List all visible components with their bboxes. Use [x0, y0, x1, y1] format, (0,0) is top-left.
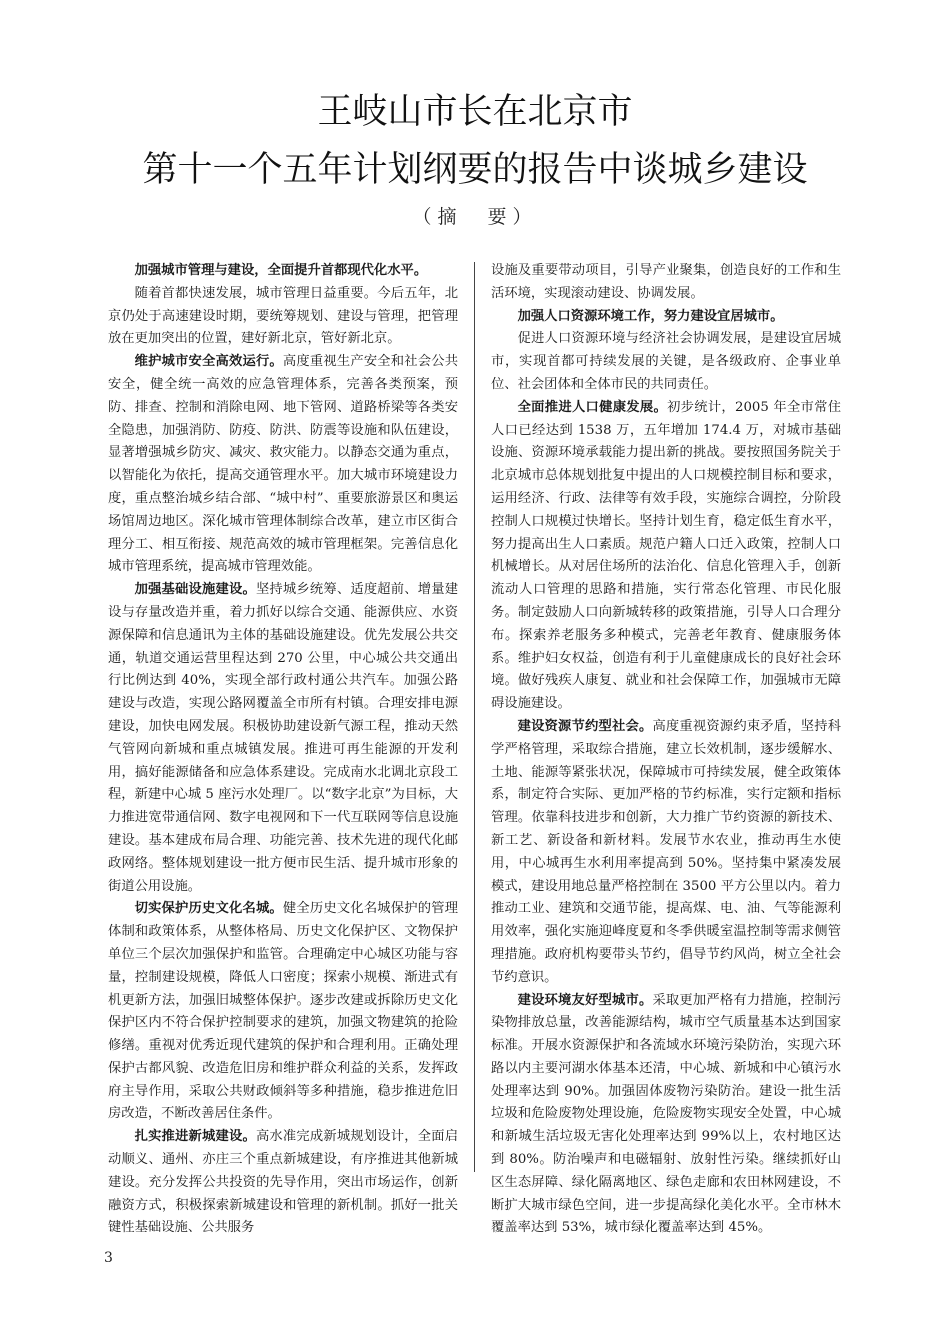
section-heading: 加强人口资源环境工作，努力建设宜居城市。 [517, 308, 784, 324]
paragraph-body: 坚持城乡统筹、适度超前、增量建设与存量改造并重，着力抓好以综合交通、能源供应、水资源保障和信息通讯为主体的基础设施建设。优先发展公共交通，轨道交通运营里程达到 270 公里，中心城公共交通出行比例达到 40%，实现全部行政村通公共汽车。加强公路建设与改造，实现公路网覆盖全市所有村镇。合理安排电源建设，加快电网发展。积极协助建设新气源工程，推动天然气管网向新城和重点城镇发展。推进可再生能源的开发利用，搞好能源储备和应急体系建设。完成南水北调北京段工程，新建中心城 5 座污水处理厂。以“数字北京”为目标，大力推进宽带通信网、数字电视网和下一代互联网等信息设施建设。基本建成布局合理、功能完善、技术先进的现代化邮政网络。整体规划建设一批方便市民生活、提升城市形象的街道公用设施。 [108, 582, 459, 894]
paragraph: 随着首都快速发展，城市管理日益重要。今后五年，北京仍处于高速建设时期，要统筹规划、建设与管理，把管理放在更加突出的位置，建好新北京，管好新北京。 [108, 285, 458, 347]
paragraph-lead: 建设环境友好型城市。 [517, 992, 653, 1008]
paragraph [491, 397, 841, 716]
paragraph-lead: 建设资源节约型社会。 [517, 718, 653, 734]
title-line-2: 第十一个五年计划纲要的报告中谈城乡建设 [142, 150, 808, 190]
paragraph-body: 采取更加严格有力措施，控制污染物排放总量，改善能源结构，城市空气质量基本达到国家标准。开展水资源保护和各流域水环境污染防治，实现六环路以内主要河湖水体基本还清，中心城、新城和中心镇污水处理率达到 90%。加强固体废物污染防治。建设一批生活垃圾和危险废物处理设施，危险废物实现安全处置，中心城和新城生活垃圾无害化处理率达到 99%以上，农村地区达到 80%。防治噪声和电磁辐射、放射性污染。继续抓好山区生态屏障、绿化隔离地区、绿色走廊和农田林网建设，不断扩大城市绿色空间，进一步提高绿化美化水平。全市林木覆盖率达到 53%，城市绿化覆盖率达到 45%。 [491, 992, 842, 1236]
paragraph-lead: 加强基础设施建设。 [134, 582, 256, 598]
paragraph-lead: 全面推进人口健康发展。 [517, 399, 668, 415]
right-column [491, 260, 841, 1240]
paragraph-lead: 切实保护历史文化名城。 [134, 901, 283, 917]
page-number: 3 [104, 1250, 113, 1266]
paragraph: 促进人口资源环境与经济社会协调发展，是建设宜居城市，实现首都可持续发展的关键，是各级政府、企事业单位、社会团体和全体市民的共同责任。 [491, 331, 841, 392]
paragraph [108, 1126, 458, 1240]
paragraph-continued: 设施及重要带动项目，引导产业聚集，创造良好的工作和生活环境，实现滚动建设、协调发展。 [491, 263, 841, 301]
paragraph-body: 高度重视资源约束矛盾，坚持科学严格管理，采取综合措施，建立长效机制，逐步缓解水、土地、能源等紧张状况，保障城市可持续发展，健全政策体系，制定符合实际、更加严格的节约标准，实行定额和指标管理。依靠科技进步和创新，大力推广节约资源的新技术、新工艺、新设备和新材料。发展节水农业，推动再生水使用，中心城再生水利用率提高到 50%。坚持集中紧凑发展模式，建设用地总量严格控制在 3500 平方公里以内。着力推动工业、建筑和交通节能，提高煤、电、油、气等能源利用效率，强化实施迎峰度夏和冬季供暖室温控制等需求侧管理措施。政府机构要带头节约，倡导节约风尚，树立全社会节约意识。 [491, 718, 842, 985]
paragraph [108, 898, 458, 1126]
paragraph [108, 579, 458, 898]
paragraph-lead: 扎实推进新城建设。 [134, 1129, 256, 1145]
paragraph-body: 健全历史文化名城保护的管理体制和政策体系，从整体格局、历史文化保护区、文物保护单位三个层次加强保护和监管。合理确定中心城区功能与容量，控制建设规模，降低人口密度；探索小规模、渐进式有机更新方法，加强旧城整体保护。逐步改建或拆除历史文化保护区内不符合保护控制要求的建筑，加强文物建筑的抢险修缮。重视对优秀近现代建筑的保护和合理利用。正确处理保护古都风貌、改造危旧房和维护群众利益的关系，发挥政府主导作用，采取公共财政倾斜等多种措施，稳步推进危旧房改造，不断改善居住条件。 [108, 901, 459, 1122]
column-divider [474, 262, 475, 1172]
paragraph-body: 高水准完成新城规划设计，全面启动顺义、通州、亦庄三个重点新城建设，有序推进其他新城建设。充分发挥公共投资的先导作用，突出市场运作，创新融资方式，积极探索新城建设和管理的新机制。抓好一批关键性基础设施、公共服务 [108, 1129, 459, 1236]
paragraph [491, 716, 841, 990]
section-heading: 加强城市管理与建设，全面提升首都现代化水平。 [134, 263, 428, 278]
paragraph-body: 初步统计，2005 年全市常住人口已经达到 1538 万，五年增加 174.4 万，对城市基础设施、资源环境承载能力提出新的挑战。要按照国务院关于北京城市总体规划批复中提出的人口规模控制目标和要求，运用经济、行政、法律等有效手段，实施综合调控，分阶段控制人口规模过快增长。坚持计划生育，稳定低生育水平，努力提高出生人口素质。规范户籍人口迁入政策，控制人口机械增长。从对居住场所的法治化、信息化管理入手，创新流动人口管理的思路和措施，实行常态化管理、市民化服务。制定鼓励人口向新城转移的政策措施，引导人口合理分布。探索养老服务多种模式，完善老年教育、健康服务体系。维护妇女权益，创造有利于儿童健康成长的良好社会环境。做好残疾人康复、就业和社会保障工作，加强城市无障碍设施建设。 [491, 399, 841, 712]
left-column [108, 260, 458, 1240]
subtitle: （摘 要） [412, 206, 538, 228]
title-line-1: 王岐山市长在北京市 [317, 92, 633, 132]
paragraph-lead: 维护城市安全高效运行。 [134, 354, 283, 370]
paragraph-body: 高度重视生产安全和社会公共安全，健全统一高效的应急管理体系，完善各类预案，预防、排查、控制和消除电网、地下管网、道路桥梁等各类安全隐患，加强消防、防疫、防洪、防震等设施和队伍建设，显著增强城乡防灾、减灾、救灾能力。以静态交通为重点，以智能化为依托，提高交通管理水平。加大城市环境建设力度，重点整治城乡结合部、“城中村”、重要旅游景区和奥运场馆周边地区。深化城市管理体制综合改革，建立市区街合理分工、相互衔接、规范高效的城市管理框架。完善信息化城市管理系统，提高城市管理效能。 [108, 354, 459, 575]
paragraph [491, 990, 841, 1241]
paragraph [108, 351, 458, 579]
